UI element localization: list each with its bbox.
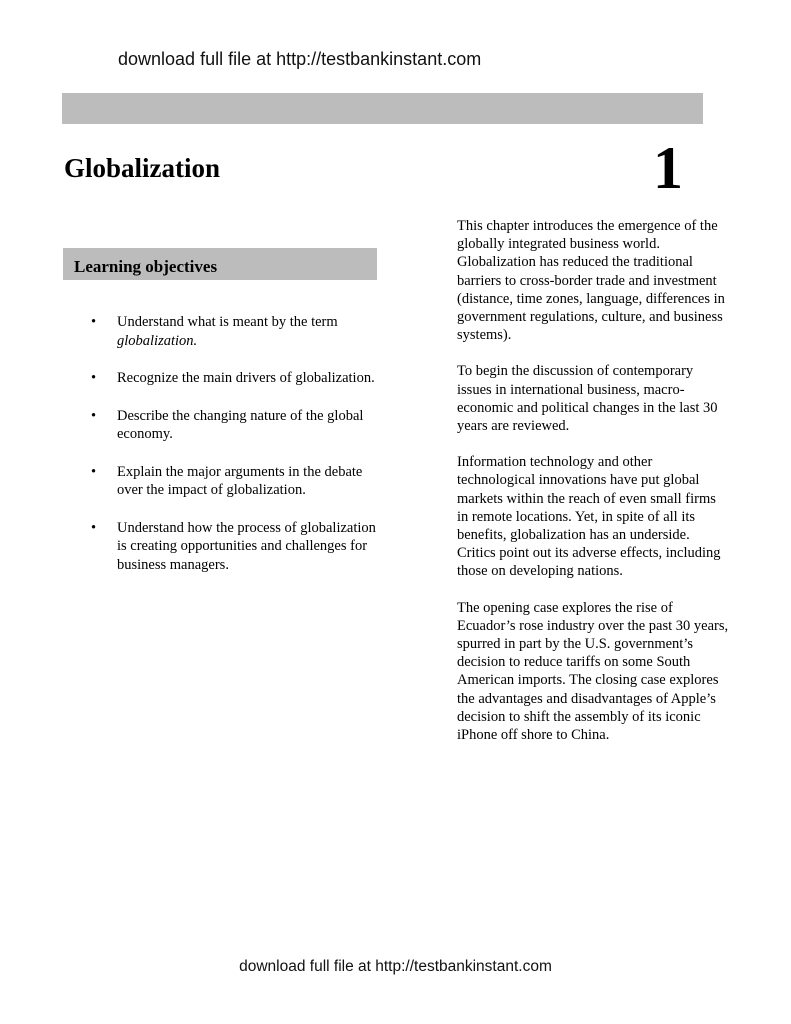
objective-text: Understand what is meant by the term (117, 314, 338, 330)
objective-emphasis: globalization. (117, 332, 198, 349)
learning-objectives-heading: Learning objectives (63, 248, 377, 280)
list-item (90, 407, 380, 444)
intro-paragraph: The opening case explores the rise of Ecuador’s rose industry over the past 30 years, spurred in part by the U.S. government’s decision to reduce tariffs on some South American imports. The closing case explores the advantages and disadvantages of Apple’s decision to shift the assembly of its iconic iPhone off shore to China. (457, 599, 729, 744)
header-band (62, 93, 703, 124)
intro-paragraph: Information technology and other technological innovations have put global markets within the reach of even small firms in remote locations. Yet, in spite of all its benefits, globalization has an underside. Critics point out its adverse effects, including those on developing nations. (457, 454, 721, 580)
intro-paragraph: To begin the discussion of contemporary issues in international business, macro-economic and political changes in the last 30 years are reviewed. (457, 363, 718, 435)
bullet-icon: • (91, 463, 97, 480)
objective-text: Recognize the main drivers of globalization. (117, 370, 375, 386)
bullet-icon: • (91, 519, 97, 536)
intro-paragraph: This chapter introduces the emergence of the globally integrated business world. Globalization has reduced the traditional barriers to cross-border trade and investment (distance, time zones, language, differences in government regulations, culture, and business systems). (457, 218, 725, 344)
chapter-introduction (457, 217, 729, 762)
list-item (90, 463, 380, 500)
bullet-icon: • (91, 370, 97, 386)
chapter-number: 1 (653, 135, 683, 201)
download-link-footer[interactable]: download full file at http://testbankinstant.com (239, 958, 552, 975)
objective-text: Explain the major arguments in the debate over the impact of globalization. (117, 463, 363, 498)
bullet-icon: • (91, 314, 97, 330)
objective-text: Understand how the process of globalization is creating opportunities and challenges for business managers. (117, 519, 376, 573)
learning-objectives-list (90, 313, 380, 593)
chapter-title: Globalization (64, 153, 221, 183)
list-item (90, 313, 380, 350)
download-link-header[interactable]: download full file at http://testbankinstant.com (118, 49, 482, 69)
objective-text: Describe the changing nature of the global economy. (117, 407, 364, 442)
list-item (90, 369, 380, 388)
bullet-icon: • (91, 407, 97, 424)
list-item (90, 519, 380, 575)
